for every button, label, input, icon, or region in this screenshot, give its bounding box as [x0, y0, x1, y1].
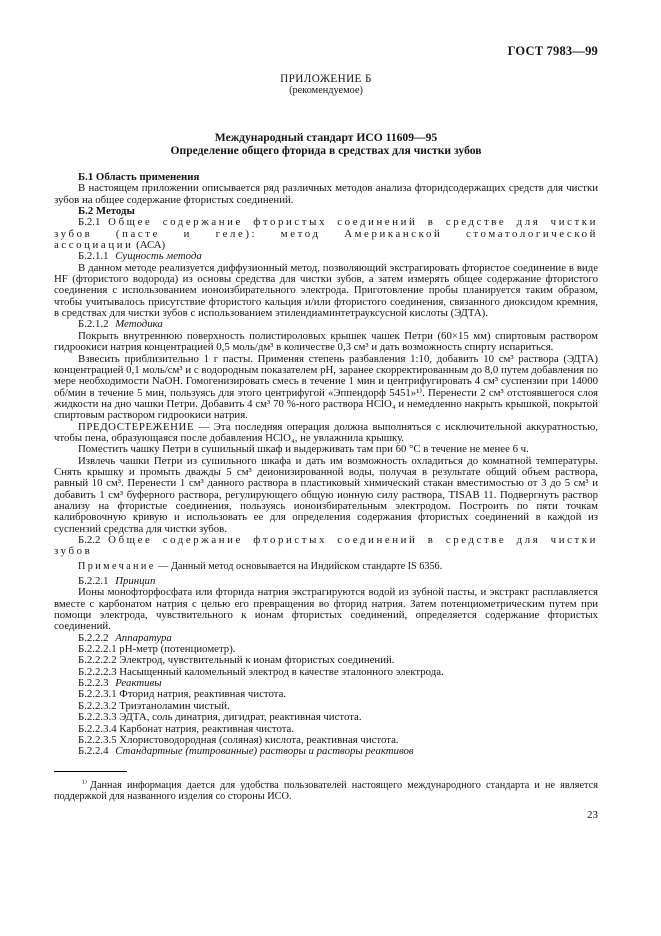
caution-text: — Эта последняя операция должна выполняться с исключительной аккуратностью, чтобы пена, образующаяся после добавления HClO₄, не увлажнила крышку. — [54, 420, 598, 444]
paragraph-b212-1: Покрыть внутреннюю поверхность полистироловых крышек чашек Петри (60×15 мм) спиртовым раствором гидроокиси натрия концентрацией 0,5 моль/дм³ в количестве 0,3 см³ и дать возможность спирту испариться. — [54, 329, 598, 354]
clause-title: Аппаратура — [115, 631, 172, 644]
standard-title — [54, 131, 598, 157]
clause-title-spaced: Общее содержание фтористых соединений в средстве для чистки зубов (пасте и геле): метод Американской стоматологической ассоциации — [54, 216, 599, 252]
footnote-paragraph — [54, 778, 598, 803]
clause-title: Принцип — [115, 575, 156, 588]
clause-title: Методика — [115, 318, 163, 331]
clause-number: Б.2.2.2 — [78, 631, 109, 644]
clause-number: Б.2.2 — [78, 534, 101, 546]
list-item-b2235: Б.2.2.3.5 Хлористоводородная (соляная) кислота, реактивная чистота. — [78, 733, 399, 746]
section-heading-b22 — [54, 535, 598, 558]
clause-abbr: (АСА) — [136, 239, 166, 252]
clause-number: Б.2.1.1 — [78, 250, 109, 263]
clause-heading-b224 — [54, 746, 598, 757]
paragraph-b212-2: Взвесить приблизительно 1 г пасты. Применяя степень разбавления 1:10, добавить 10 см³ раствора (ЭДТА) концентрацией 0,1 моль/см³ и с водородным показателем pH, заранее скорректированным до 8,0 путем добавления по мере необходимости NaOH. Гомогенизировать смесь в течение 1 мин и центрифугировать 4 см³ суспензии при 14000 об/мин в течение 5 мин, пользуясь для этого центрифугой «Эппендорф 5451»¹⁾. Перенести 2 см³ отстоявшегося слоя жидкости на дно чашки Петри. Добавить 4 см³ 70 %-ного раствора HClO₄ и немедленно накрыть крышкой, покрытой спиртовым раствором гидроокиси натрия. — [54, 352, 598, 422]
appendix-sublabel: (рекомендуемое) — [289, 85, 363, 96]
list-item-b2234: Б.2.2.3.4 Карбонат натрия, реактивная чистота. — [78, 722, 295, 735]
paragraph-b221: Ионы монофторфосфата или фторида натрия экстрагируются водой из зубной пасты, и экстракт расплавляется вместе с карбонатом натрия с целью его превращения во фторид натрия. Затем потенциометрическим путем при помощи электрода, чувствительного к ионам фтористых соединений, определяется содержание фтористых соединений. — [54, 586, 598, 633]
clause-number: Б.2.2.4 — [78, 745, 109, 758]
caution-paragraph — [54, 422, 598, 445]
footnote-text: Данная информация дается для удобства пользователей настоящего международного стандарта и не является поддержкой для названного изделия со стороны ИСО. — [54, 779, 598, 802]
section-heading-b1: Б.1 Область применения — [78, 171, 200, 183]
footnote-block — [54, 771, 598, 803]
note-label: Примечание — [78, 560, 156, 572]
clause-title-spaced: Общее содержание фтористых соединений в средстве для чистки зубов — [54, 534, 599, 558]
clause-number: Б.2.1 — [78, 216, 101, 229]
page-number: 23 — [587, 809, 598, 822]
document-body — [54, 172, 598, 758]
paragraph-b212-5: Извлечь чашки Петри из сушильного шкафа и дать им возможность охладиться до комнатной температуры. Снять крышку и промыть дважды 5 см³ деионизированной воды, получая в результате общий объем раствора, равный 10 см³. Перенести 1 см³ данного раствора в пластиковый химический стакан вместимостью от 3 до 5 см³ и добавить 1 см³ буферного раствора, регулирующего общую ионную силу раствора, TISAB 11. Подвергнуть раствор анализу на фтористые соединения, пользуясь ионоизбирательным электродом. Построить по пяти точкам калибровочную кривую и использовать ее для определения содержания фтористых соединений в каждой из суспензий средства для чистки зубов. — [54, 454, 598, 535]
clause-title: Реактивы — [115, 677, 162, 690]
section-heading-b2: Б.2 Методы — [78, 205, 135, 218]
clause-title: Стандартные (титрованные) растворы и растворы реактивов — [115, 745, 414, 758]
doc-code: ГОСТ 7983—99 — [507, 44, 598, 58]
paragraph-b211: В данном методе реализуется диффузионный метод, позволяющий экстрагировать фтористое соединение в виде HF (фтористого водорода) из основы средства для чистки зубов, а затем измерять общее содержание фтористого соединения с использованием ионоизбирательного электрода. Приготовление пробы планируется таким образом, чтобы учитывалось присутствие фтористого кальция и/или фтористого соединения, связанного диоксидом кремния, в средствах для чистки зубов с использованием этилендиаминтетрауксусной кислоты (ЭДТА). — [54, 261, 598, 320]
list-item-b2223: Б.2.2.2.3 Насыщенный каломельный электрод в качестве эталонного электрода. — [78, 665, 444, 678]
list-item-b2233: Б.2.2.3.3 ЭДТА, соль динатрия, дигидрат, реактивная чистота. — [78, 711, 362, 724]
clause-title: Сущность метода — [115, 250, 202, 263]
paragraph-b1: В настоящем приложении описывается ряд различных методов анализа фторидсодержащих средств для чистки зубов на общее содержание фтористых соединений. — [54, 182, 598, 206]
clause-number: Б.2.2.1 — [78, 575, 109, 588]
caution-label: ПРЕДОСТЕРЕЖЕНИЕ — [78, 420, 195, 433]
clause-number: Б.2.2.3 — [78, 677, 109, 690]
standard-title-line2: Определение общего фторида в средствах для чистки зубов — [170, 144, 482, 157]
standard-title-line1: Международный стандарт ИСО 11609—95 — [214, 131, 438, 144]
appendix-label: ПРИЛОЖЕНИЕ Б — [280, 73, 372, 85]
section-heading-b21 — [54, 217, 598, 251]
list-item-b2221: Б.2.2.2.1 pH-метр (потенциометр). — [78, 643, 236, 656]
list-item-b2222: Б.2.2.2.2 Электрод, чувствительный к ионам фтористых соединений. — [78, 654, 395, 667]
list-item-b2231: Б.2.2.3.1 Фторид натрия, реактивная чистота. — [78, 688, 287, 701]
appendix-block — [54, 73, 598, 97]
footnote-divider — [54, 771, 127, 772]
paragraph-b212-4: Поместить чашку Петри в сушильный шкаф и выдерживать там при 60 °С в течение не менее 6 ч. — [78, 443, 529, 456]
clause-number: Б.2.1.2 — [78, 318, 109, 331]
page-content — [54, 44, 598, 821]
note-text: — Данный метод основывается на Индийском стандарте IS 6356. — [158, 560, 443, 572]
list-item-b2232: Б.2.2.3.2 Триэтаноламин чистый. — [78, 699, 230, 712]
footnote-marker: ¹⁾ — [82, 777, 87, 788]
note-paragraph — [54, 561, 598, 572]
